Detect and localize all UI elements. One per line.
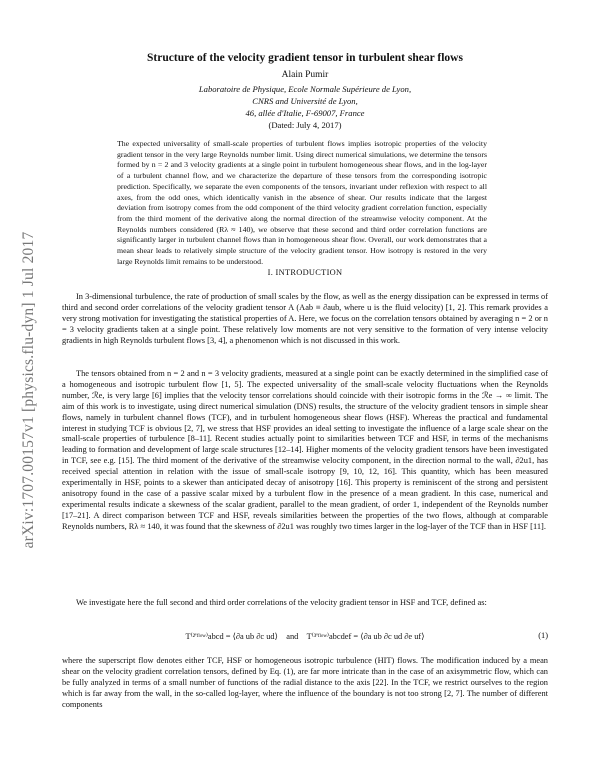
abstract: The expected universality of small-scale properties of turbulent flows implies isotropic properties of the velocity gradient tensor in the very large Reynolds number limit. Using direct numerical simulations, we determine the tensors formed by n = 2 and 3 velocity gradients at a single point in turbulent homogeneous shear flows, and in the log-layer of a turbulent channel flow, and we characterize the departure of these tensors from the corresponding isotropic prediction. Specifically, we separate the even components of the tensors, invariant under reflexion with respect to all axes, from the odd ones, which identically vanish in the absence of shear. Our results indicate that the largest deviation from isotropy comes from the odd component of the third velocity gradient correlation function, especially from the third moment of the derivative along the normal direction of the streamwise velocity component. At the Reynolds numbers considered (Rλ ≈ 140), we observe that these second and third order correlation functions are significantly larger in turbulent channel flows than in homogeneous shear flow. Overall, our work demonstrates that a mean shear leads to relatively simple structure of the velocity gradient tensor. How isotropy is restored in the very large Reynolds limit remains to be understood. [117, 139, 487, 266]
paper-title: Structure of the velocity gradient tensor in turbulent shear flows [147, 52, 463, 64]
arxiv-stamp-text: arXiv:1707.00157v1 [physics.flu-dyn] 1 Jul 2017 [20, 231, 37, 549]
equation-1 [62, 628, 548, 646]
author-name: Alain Pumir [281, 70, 329, 80]
equation-lhs: T⁽²'ᶠˡᵒʷ⁾abcd = ⟨∂a ub ∂c ud⟩ [185, 632, 278, 641]
equation-body [62, 631, 548, 641]
equation-rhs: T⁽³'ᶠˡᵒʷ⁾abcdef = ⟨∂a ub ∂c ud ∂e uf⟩ [306, 632, 425, 641]
arxiv-stamp [14, 180, 44, 600]
affiliation-line-2: CNRS and Université de Lyon, [252, 96, 358, 106]
equation-number: (1) [538, 631, 548, 640]
equation-connector: and [286, 632, 299, 641]
paragraph-4: where the superscript flow denotes either TCF, HSF or homogeneous isotropic turbulence (HIT) flows. The modification induced by a mean shear on the velocity gradient correlation tensors, defined by Eq. (1), are far more intricate than in the case of an axisymmetric flow, which can be fully analyzed in terms of a small number of functions of the radial distance to the axis [22]. In the TCF, we restrict ourselves to the region which is far away from the wall, in the so-called log-layer, where the influence of the boundary is not too strong [2, 7]. The number of different components [62, 656, 548, 709]
affiliation-line-3: 46, allée d'Italie, F-69007, France [245, 108, 365, 118]
paragraph-1: In 3-dimensional turbulence, the rate of production of small scales by the flow, as well as the energy dissipation can be expressed in terms of third and second order correlations of the velocity gradient tensor A (Aab ≡ ∂aub, where u is the fluid velocity) [1, 2]. This remark provides a very strong motivation for investigating the statistical properties of A. Here, we focus on the correlation tensors obtained by averaging n = 2 or n = 3 velocity gradients taken at a single point. These relatively low moments are not very sensitive to the formation of very intense velocity gradients in high Reynolds turbulent flows [3, 4], a phenomenon which is not discussed in this work. [62, 292, 548, 345]
date-line: (Dated: July 4, 2017) [268, 120, 342, 130]
paragraph-2: The tensors obtained from n = 2 and n = 3 velocity gradients, measured at a single point can be exactly determined in the simplified case of a homogeneous and isotropic turbulent flow [1, 5]. The expected universality of the small-scale velocity fluctuations when the Reynolds number, ℛe, is very large [6] implies that the velocity tensor correlations should coincide with their isotropic forms in the ℛe → ∞ limit. The aim of this work is to investigate, using direct numerical simulation (DNS) results, the structure of the velocity gradient tensors in simple shear flows, namely in turbulent channel flows (TCF), and in turbulent homogeneous shear flows (HSF). Whereas the practical and fundamental interest in studying TCF is obvious [2, 7], we stress that HSF provides an ideal setting to investigate the influence of a large scale shear on the small-scale properties of turbulence [8–11]. Recent studies actually point to similarities between TCF and HSF, in terms of the mechanisms leading to formation and development of large scale structures [12–14]. Higher moments of the velocity gradient tensors have been investigated in TCF, see e.g. [15]. The third moment of the derivative of the streamwise velocity component, in the direction normal to the wall, ∂2u1, has received special attention in relation with the issue of small-scale isotropy [9, 10, 12, 16]. This quantity, which has been measured experimentally in HSF, points to a skewer than anticipated decay of anisotropy [16]. This property is reminiscent of the strong and persistent anisotropy found in the case of a passive scalar mixed by a turbulent flow in the presence of a mean gradient. In this case, numerical and experimental results indicate a skewness of the scalar gradient, parallel to the mean gradient, of order 1, independent of the Reynolds number [17–21]. A direct comparison between TCF and HSF, reveals similarities between the properties of the two flows, although at comparable Reynolds numbers, Rλ ≈ 140, it was found that the skewness of ∂2u1 was roughly two times larger in the log-layer of the TCF than in HSF [11]. [62, 369, 548, 531]
affiliation-line-1: Laboratoire de Physique, Ecole Normale Supérieure de Lyon, [198, 84, 412, 94]
section-heading: I. INTRODUCTION [267, 268, 343, 277]
paragraph-3: We investigate here the full second and third order correlations of the velocity gradient tensor in HSF and TCF, defined as: [76, 598, 487, 607]
